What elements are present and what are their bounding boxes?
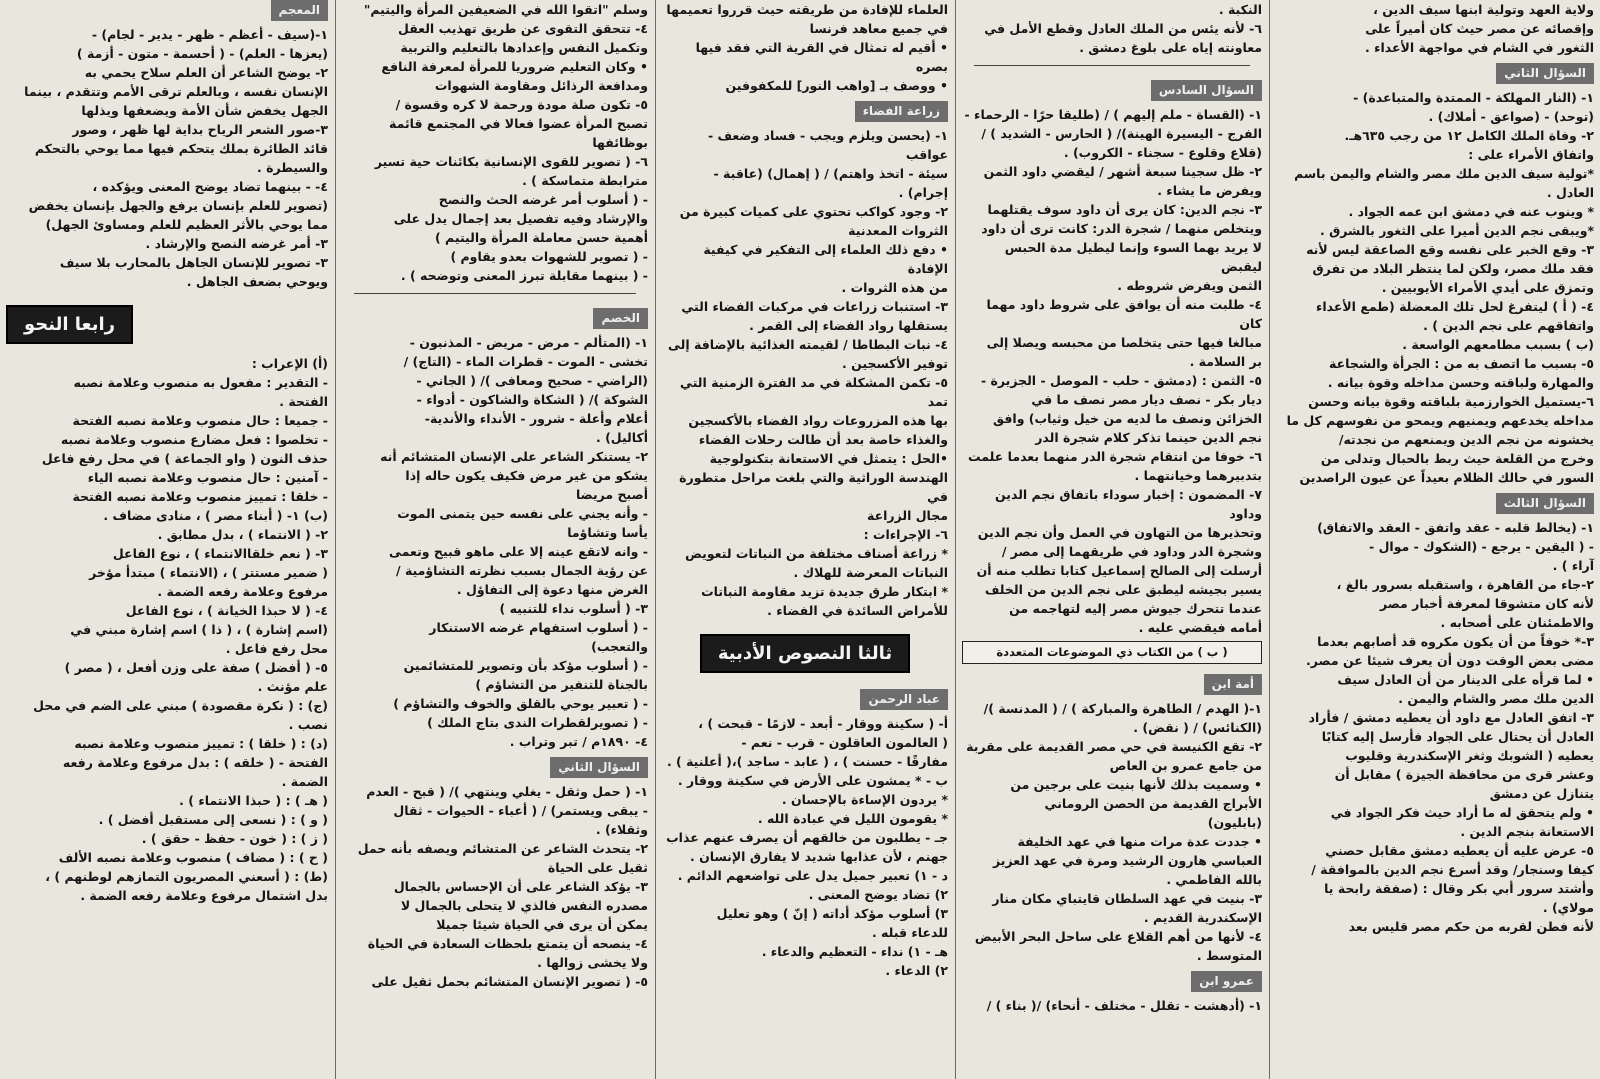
- text-line: في جميع معاهد فرنسا: [809, 21, 948, 36]
- text-line: ثقيل على الحياة: [547, 860, 648, 875]
- col1-top-block: [1276, 0, 1594, 57]
- text-line: • أقيم له تمثال في القرية التي فقد فيها بصره: [695, 40, 948, 74]
- text-line: * يردون الإساءة بالإحسان .: [781, 792, 948, 807]
- text-line: ٥- ( تصوير الإنسان المتشائم بحمل ثقيل على: [371, 974, 648, 989]
- text-line: العادل أن يحتال على الجواد فأرسل إليه كتابًا: [1321, 729, 1594, 744]
- text-line: • وسميت بذلك لأنها بنيت على برجين من: [1010, 777, 1262, 792]
- text-line: الثغور في الشام في مواجهة الأعداء .: [1365, 40, 1594, 55]
- text-line: لأنه فطن لقربه من حكم مصر قليس بعد: [1348, 919, 1594, 934]
- text-line: بر السلامة .: [1189, 354, 1262, 369]
- text-line: (ب ) بسبب مطامعهم الواسعة .: [1402, 337, 1594, 352]
- text-line: (توحد) - (صواعق - أملاك) .: [1428, 109, 1594, 124]
- text-line: - يبقى ويستمر) / ( أعباء - الحيوات - ثقال: [393, 803, 648, 818]
- text-line: ٤- طلبت منه أن يوافق على شروط داود مهما كان: [986, 297, 1262, 331]
- text-line: العباسي هارون الرشيد ومرة في عهد العزيز: [992, 853, 1262, 868]
- text-line: ١- ( حمل وثقل - يغلي وينتهي )/ ( قبح - العدم: [366, 784, 648, 799]
- text-line: ٥- بسبب ما اتصف به من : الجرأة والشجاعة: [1329, 356, 1594, 371]
- text-line: ومدافعة الرذائل ومقاومة الشهوات: [434, 78, 648, 93]
- text-line: الشوكة )/ ( الشكاة والشاكون - أدواء -: [416, 392, 648, 407]
- text-line: بالله الفاطمي .: [1166, 872, 1262, 887]
- column-divider: [1269, 0, 1270, 1079]
- text-line: مفارقًا - حسنت ) ، ( عابد - ساجد )،( أعلنية ) .: [666, 754, 948, 769]
- text-line: يمكن أن يرى في الحياة شيئا جميلا: [436, 917, 648, 932]
- text-line: •الحل : يتمثل في الاستعانة بتكنولوجية: [709, 451, 948, 466]
- text-line: من جامع عمرو بن العاص: [1109, 758, 1262, 773]
- text-line: والغذاء خاصة بعد أن طالت رحلات الفضاء: [698, 432, 948, 447]
- text-line: بالجناة للتنفير من التشاؤم ): [475, 677, 648, 692]
- text-line: يسير بجيشه ليطبق على نجم الدين من الخلف: [984, 582, 1262, 597]
- text-line: نجم الدين حينما تذكر كلام شجرة الدر: [1035, 430, 1262, 445]
- text-line: (د) : ( خلقا ) : تمييز منصوب وعلامة نصبه: [74, 736, 328, 751]
- text-line: * ابتكار طرق جديدة تزيد مقاومة النباتات: [701, 584, 948, 599]
- divider-line: [354, 293, 636, 294]
- text-line: ١-( الهدم / الطاهرة والمباركة ) / ( المدنسة )/: [983, 701, 1262, 716]
- text-line: الإنسان نفسه ، وبالعلم ترقى الأمم وتتقدم ، بينما: [24, 84, 328, 99]
- text-line: جهنم ، لأن عذابها شديد لا يفارق الإنسان .: [690, 849, 948, 864]
- text-line: ٥- الثمن : (دمشق - حلب - الموصل - الجزيرة -: [980, 373, 1262, 388]
- text-line: للدعاء قبله .: [871, 925, 948, 940]
- text-line: وأشتد سرور أبي بكر وقال : (صفقة رابحة يا: [1324, 881, 1594, 896]
- text-line: المتوسط .: [1196, 948, 1262, 963]
- text-line: يشكو من غير مرض فكيف يكون حاله إذا: [405, 468, 648, 483]
- text-line: ٢- ظل سجينا سبعة أشهر / ليقضي داود الثمن: [983, 164, 1262, 179]
- column-divider: [955, 0, 956, 1079]
- text-line: الجهل يخفض شأن الأمة ويضعفها ويذلها: [81, 103, 328, 118]
- col4-s1-answers: [342, 333, 648, 751]
- text-line: أرسلت إلى الصالح إسماعيل كتابا تطلب منه أن: [976, 563, 1262, 578]
- text-line: ٣- نجم الدين: كان يرى أن داود سوف يقتلهما: [987, 202, 1262, 217]
- text-line: ويفرض ما يشاء .: [1157, 183, 1262, 198]
- column-3: [656, 0, 954, 1079]
- text-line: هـ - ١) نداء - التعظيم والدعاء .: [761, 944, 948, 959]
- text-line: يستقلها رواد الفضاء إلى القمر .: [749, 318, 948, 333]
- text-line: ٣- أمر غرضه النصح والإرشاد .: [145, 236, 328, 251]
- text-line: حذف النون ( واو الجماعة ) في محل رفع فاعل: [41, 451, 328, 466]
- text-line: ٢- يتحدث الشاعر عن المتشائم ويصفه بأنه حمل: [357, 841, 648, 856]
- text-line: ١- (القساة - ملم إليهم ) / (طليقا حرًا - الرحماء -: [964, 107, 1262, 122]
- text-line: ٥- ( أفضل ) صفة على وزن أفعل ، ( مصر ): [64, 660, 328, 675]
- text-line: والإرشاد وفيه تفصيل بعد إجمال يدل على: [393, 211, 648, 226]
- text-line: السور في حالك الظلام بعيداً عن عيون الراصدين: [1299, 470, 1594, 485]
- text-line: - جميعا : حال منصوب وعلامة نصبه الفتحة: [72, 413, 328, 428]
- column-2: [956, 0, 1268, 1079]
- text-line: ب - * يمشون على الأرض في سكينة ووقار .: [677, 773, 948, 788]
- text-line: - ( بينهما مقابلة تبرز المعنى وتوضحه ) .: [400, 268, 648, 283]
- text-line: سيئة - اتخذ واهتم) / ( إهمال) (عاقبة -: [713, 166, 948, 181]
- text-line: (ب) ١- ( أبناء مصر ) ، منادى مضاف .: [103, 508, 328, 523]
- text-line: يخشونه من نجم الدين ويمنعهم من نجدته/: [1338, 432, 1594, 447]
- section-title-lexicon: المعجم: [271, 0, 329, 21]
- text-line: يتنازل عن دمشق: [1489, 786, 1594, 801]
- text-line: وشجرة الدر وداود في طريقهما إلى مصر /: [1001, 544, 1262, 559]
- text-line: قائد الطائرة بملك يتحكم فيها مما يوحي بالتحكم: [34, 141, 328, 156]
- text-line: مبالغا فيها حتى يتخلصا من محبسه ويصلا إلى: [986, 335, 1262, 350]
- section-title-church: أمة ابن: [1204, 674, 1262, 695]
- text-line: ٣-صور الشعر الرياح بداية لها ظهر ، وصور: [72, 122, 328, 137]
- text-line: ٢-جاء من القاهرة ، واستقبله بسرور بالغ ،: [1336, 577, 1594, 592]
- text-line: عندما تتحرك جيوش مصر إليه لتهاجمه من: [1009, 601, 1262, 616]
- text-line: مولاي) .: [1542, 900, 1594, 915]
- text-line: * زراعة أصناف مختلفة من النباتات لتعويض: [685, 546, 948, 561]
- text-line: الفرج - اليسيرة الهينة)/ ( الحارس - الشديد ) /: [981, 126, 1262, 141]
- text-line: معاونته إياه على بلوغ دمشق .: [1079, 40, 1262, 55]
- col2-church-answers: [962, 699, 1262, 965]
- text-line: تخشى - الموت - قطرات الماء - (التاج) /: [403, 354, 648, 369]
- text-line: ١- (يحسن ويلزم ويجب - فساد وضعف - عواقب: [707, 128, 948, 162]
- text-line: - ( أسلوب مؤكد بأن وتصوير للمتشائمين: [403, 658, 648, 673]
- section-title-s2: السؤال الثاني: [550, 757, 648, 778]
- banner-grammar: رابعا النحو: [6, 305, 133, 344]
- text-line: والاطمئنان على أصحابه .: [1440, 615, 1594, 630]
- text-line: - خلقا : تمييز منصوب وعلامة نصبه الفتحة: [72, 489, 328, 504]
- text-line: ٤- ينصحه أن يتمتع بلحظات السعادة في الحياة: [367, 936, 648, 951]
- divider-line: [974, 65, 1250, 66]
- text-line: الهندسة الوراثية والتي بلغت مراحل متطورة في: [679, 470, 948, 504]
- text-line: (قلاع وقلوع - سجناء - الكروب) .: [1063, 145, 1262, 160]
- text-line: د - ١) تعبير جميل يدل على تواضعهم الدائم .: [677, 868, 948, 883]
- text-line: بوظائفها: [592, 135, 648, 150]
- section-title-space: زراعة الفضاء: [855, 101, 948, 122]
- text-line: ٣) أسلوب مؤكد أداته ( إنّ ) وهو تعليل: [716, 906, 948, 921]
- text-line: نصب .: [288, 717, 328, 732]
- text-line: ( هـ ) : ( حبذا الانتماء ) .: [179, 793, 328, 808]
- text-line: والسيطرة .: [256, 160, 328, 175]
- text-line: ٢) تضاد يوضح المعنى .: [808, 887, 948, 902]
- text-line: مما يوحي بالأثر العظيم للعلم ومساوئ الجهل): [45, 217, 328, 232]
- text-line: واتفاق الأمراء على :: [1468, 147, 1594, 162]
- text-line: *تولية سيف الدين ملك مصر والشام واليمن باسم: [1294, 166, 1594, 181]
- text-line: ( ز ) : ( خون - حفظ - حقق ) .: [141, 831, 328, 846]
- text-line: ( العالمون العاقلون - قرب - نعم -: [741, 735, 948, 750]
- text-line: أكاليل) .: [595, 430, 648, 445]
- text-line: ٥- تكمن المشكلة في مد الفترة الزمنية التي تمد: [680, 375, 948, 409]
- text-line: ٤- ( لا حبذا الخيانة ) ، نوع الفاعل: [125, 603, 328, 618]
- text-line: ولا يخشى زوالها .: [537, 955, 648, 970]
- text-line: ٦- خوفا من انتقام شجرة الدر منهما بعدما علمت: [968, 449, 1262, 464]
- text-line: لا يريد بهما السوء وإنما ليطيل مدة الحبس ليقبض: [1004, 240, 1262, 274]
- text-line: مرفوع وعلامة رفعه الضمة .: [157, 584, 328, 599]
- column-5: [0, 0, 334, 1079]
- text-line: واتفاقهم على نجم الدين ) .: [1423, 318, 1594, 333]
- text-line: • لما قرأه على الدينار من أن العادل سيف: [1337, 672, 1594, 687]
- text-line: الدين ملك مصر والشام واليمن .: [1398, 691, 1594, 706]
- text-line: • جددت عدة مرات منها في عهد الخليفة: [1017, 834, 1262, 849]
- text-line: - ( أسلوب أمر غرضه الحث والنصح: [438, 192, 648, 207]
- text-line: مترابطة متماسكة ) .: [522, 173, 648, 188]
- text-line: الثمن ويفرض شروطه .: [1117, 278, 1262, 293]
- text-line: ٢- تقع الكنيسة في حي مصر القديمة على مقربة: [966, 739, 1262, 754]
- text-line: ١- (النار المهلكة - الممتدة والمتباعدة) -: [1353, 90, 1594, 105]
- text-line: - ( تعبير يوحي بالقلق والخوف والتشاؤم ): [393, 696, 648, 711]
- text-line: الغرض منها دعوة إلى التفاؤل .: [456, 582, 648, 597]
- text-line: وتمزق على أيدي الأمراء الأيوبيين .: [1381, 280, 1594, 295]
- text-line: ديار بكر - نصف ديار مصر نصف ما في: [1031, 392, 1262, 407]
- text-line: علم مؤنث .: [257, 679, 328, 694]
- text-line: أعلام وأعلة - شرور - الأنداء والأندية-: [424, 411, 648, 426]
- column-divider: [335, 0, 336, 1079]
- text-line: ( ضمير مستتر ) ، (الانتماء ) مبتدأ مؤخر: [89, 565, 328, 580]
- text-line: ١- (أدهشت - تقلل - مختلف - أنحاء) /( بناء ) /: [986, 998, 1262, 1013]
- text-line: ( و ) : ( نسعى إلى مستقبل أفضل ) .: [98, 812, 328, 827]
- text-line: أهمية حسن معاملة المرأة واليتيم ): [434, 230, 648, 245]
- text-line: ٤- نبات البطاطا / لقيمته الغذائية بالإضافة إلى: [668, 337, 948, 352]
- text-line: (الكنائس) / ( نقض) .: [1133, 720, 1262, 735]
- text-line: محل رفع فاعل .: [225, 641, 328, 656]
- text-line: الثروات المعدنية: [848, 223, 948, 238]
- section-title-s1: الخصم: [593, 308, 648, 329]
- text-line: • ولم يتحقق له ما أراد حيث فكر الجواد في: [1330, 805, 1594, 820]
- text-line: ٤- تتحقق التقوى عن طريق تهذيب العقل: [398, 21, 648, 36]
- text-line: ٤- ١٨٩٠م / تبر وتراب .: [509, 734, 648, 749]
- text-line: مضى بعض الوقت دون أن يعرف شيئا عن مصر.: [1306, 653, 1594, 668]
- text-line: - ( اليقين - يرجع - (الشكوك - موال -: [1369, 539, 1594, 554]
- section-title-q2: السؤال الثاني: [1496, 63, 1594, 84]
- text-line: كيفا وسنجار/ وقد أسرع نجم الدين بالموافقة /: [1311, 862, 1594, 877]
- text-line: الخزائن ونصف ما لديه من خيل وثياب) وافق: [992, 411, 1262, 426]
- text-line: وتحذيرها من التهاون في العمل وأن نجم الدين: [977, 525, 1262, 540]
- col2-q6-answers: [962, 105, 1262, 637]
- text-line: الاستعانة بنجم الدين .: [1460, 824, 1594, 839]
- text-line: (يعزها - العلم) - ( أحسمة - متون - أزمة ): [76, 46, 328, 61]
- text-line: • وكان التعليم ضروريا للمرأة لمعرفة النافع: [381, 59, 648, 74]
- text-line: عن رؤية الجمال بسبب نظرته التشاؤمية /: [396, 563, 648, 578]
- text-line: أمامه فيقضي عليه .: [1138, 620, 1262, 635]
- text-line: ٤- ( أ ) ليتفرغ لحل تلك المعضلة (طمع الأعداء: [1315, 299, 1594, 314]
- col1-q3-answers: [1276, 518, 1594, 936]
- text-line: * وينوب عنه في دمشق ابن عمه الجواد .: [1348, 204, 1594, 219]
- text-line: مجال الزراعة: [867, 508, 948, 523]
- col4-top-block: [342, 0, 648, 285]
- text-line: للأمراض السائدة في الفضاء .: [767, 603, 948, 618]
- text-line: بدل اشتمال مرفوع وعلامة رفعه الضمة .: [80, 888, 328, 903]
- text-line: * يقومون الليل في عبادة الله .: [757, 811, 948, 826]
- text-line: وثقلاء) .: [595, 822, 648, 837]
- banner-literary-texts: ثالثا النصوص الأدبية: [700, 634, 910, 673]
- text-line: مصدره النفس فالذي لا يتحلى بالجمال لا: [400, 898, 648, 913]
- text-line: - ( تصويرلقطرات الندى بتاج الملك ): [427, 715, 648, 730]
- text-line: ويتخلص منهما / شجرة الدر: كانت ترى أن داود: [981, 221, 1262, 236]
- boxed-heading: ( ب ) من الكتاب ذي الموضوعات المتعددة: [962, 641, 1262, 664]
- text-line: وعشر قرى من محافظة الجيزة ) مقابل أن: [1334, 767, 1594, 782]
- text-line: *ويبقى نجم الدين أميرا على الثغور بالشرق .: [1320, 223, 1594, 238]
- text-line: أ- ( سكينة ووقار - أبعد - لازمًا - قبحت ) ،: [698, 716, 948, 731]
- section-title-q3: السؤال الثالث: [1496, 493, 1594, 514]
- col3-top-block: [662, 0, 948, 95]
- text-line: ٢- وجود كواكب تحتوي على كميات كبيرة من: [679, 204, 948, 219]
- text-line: ولاية العهد وتولية ابنها سيف الدين ،: [1373, 2, 1594, 17]
- text-line: ٣- وقع الخبر على نفسه وقع الصاعقة ليس لأنه: [1306, 242, 1594, 257]
- text-line: الأبراج القديمة من الحصن الروماني: [1044, 796, 1262, 811]
- text-line: ٣- تصوير للإنسان الجاهل بالمحارب بلا سيف: [59, 255, 328, 270]
- text-line: الفتحة - ( خلقه ) : بدل مرفوع وعلامة رفعه: [62, 755, 328, 770]
- text-line: توفير الأكسجين .: [842, 356, 948, 371]
- text-line: ٧- المضمون : إخبار سوداء باتفاق نجم الدين وداود: [995, 487, 1262, 521]
- text-line: ٢) الدعاء .: [885, 963, 948, 978]
- text-line: ١- (المتألم - مرض - مريض - المذنبون -: [409, 335, 648, 350]
- text-line: والمهارة ولباقته وحسن مداخله وقوة بيانه .: [1327, 375, 1594, 390]
- col5-top-block: [6, 25, 328, 291]
- text-line: يعطيه ( الشوبك وثغر الإسكندرية وقليوب: [1345, 748, 1594, 763]
- text-line: ٣-* خوفاً من أن يكون مكروه قد أصابهم بعدما: [1317, 634, 1594, 649]
- text-line: ٣- اتفق العادل مع داود أن يعطيه دمشق / فأراد: [1308, 710, 1594, 725]
- text-line: - وانه لاتقع عينه إلا على ماهو قبيح وتعمى: [389, 544, 648, 559]
- text-line: ٣- ( نعم خلقاالانتماء ) ، نوع الفاعل: [112, 546, 328, 561]
- text-line: الإسكندرية القديم .: [1143, 910, 1262, 925]
- text-line: الفتحة .: [279, 394, 328, 409]
- text-line: (ط) : ( أسعني المصريون التمازهم لوطنهم ) ،: [45, 869, 328, 884]
- text-line: (اسم إشارة ) ، ( ذا ) اسم إشارة مبني في: [70, 622, 328, 637]
- text-line: (الراضي - صحيح ومعافى )/ ( الجاني -: [416, 373, 648, 388]
- text-line: النباتات المعرضة للهلاك .: [793, 565, 948, 580]
- text-line: (تصوير للعلم بإنسان يرفع والجهل بإنسان يخفض: [28, 198, 328, 213]
- column-4: [336, 0, 654, 1079]
- col2-last-answers: [962, 996, 1262, 1015]
- text-line: تصبح المرأة عضوا فعالا في المجتمع قائمة: [388, 116, 648, 131]
- text-line: النكبة .: [1218, 2, 1262, 17]
- text-line: وسلم "اتقوا الله في الضعيفين المرأة واليتيم": [363, 2, 648, 17]
- text-line: ٣- ( أسلوب نداء للتنبيه ): [499, 601, 648, 616]
- text-line: ٣- استنبات زراعات في مركبات الفضاء التي: [681, 299, 948, 314]
- text-line: وخرج من القلعة حيث ربط بالحبال وتدلى من: [1320, 451, 1594, 466]
- text-line: ٢- يستنكر الشاعر على الإنسان المتشائم أنه: [380, 449, 648, 464]
- text-line: ويوحي بضعف الجاهل .: [186, 274, 328, 289]
- text-line: - التقدير : مفعول به منصوب وعلامة نصبه: [73, 375, 328, 390]
- text-line: آراء ) .: [1552, 558, 1594, 573]
- col2-top-block: [962, 0, 1262, 57]
- text-line: ١-(سيف - أعظم - ظهر - يدير - لجام) -: [91, 27, 328, 42]
- text-line: العلماء للإفادة من طريقته حيث قرروا تعميمها: [666, 2, 948, 17]
- text-line: (بابليون): [1207, 815, 1262, 830]
- text-line: - آمنين : حال منصوب وعلامة نصبه الياء: [87, 470, 328, 485]
- text-line: إجرام) .: [898, 185, 948, 200]
- text-line: ٦- ( تصوير للقوى الإنسانية بكائنات حية تسير: [374, 154, 648, 169]
- text-line: - وأنه يجني على نفسه حين يتمنى الموت: [397, 506, 648, 521]
- text-line: مداخله يخدعهم ويمنيهم ويمحو من نفوسهم كل ما: [1286, 413, 1594, 428]
- text-line: ٣- يؤكد الشاعر على أن الإحساس بالجمال: [393, 879, 648, 894]
- col5-grammar-answers: [6, 354, 328, 905]
- text-line: الضمة .: [281, 774, 328, 789]
- text-line: ٤- لأنها من أهم القلاع على ساحل البحر الأبيض: [974, 929, 1262, 944]
- section-title-ibad: عباد الرحمن: [860, 689, 948, 710]
- text-line: ٥- عرض عليه أن يعطيه دمشق مقابل حصني: [1325, 843, 1594, 858]
- text-line: • ووصف بـ [واهب النور] للمكفوفين: [725, 78, 948, 93]
- text-line: من هذه الثروات .: [841, 280, 948, 295]
- text-line: لأنه كان متشوقا لمعرفة أخبار مصر: [1379, 596, 1594, 611]
- text-line: يأسا وتشاؤما: [567, 525, 648, 540]
- text-line: ٣- بنيت في عهد السلطان قايتباي مكان منار: [992, 891, 1262, 906]
- col4-s2-answers: [342, 782, 648, 991]
- section-title-q6: السؤال السادس: [1151, 80, 1262, 101]
- text-line: فقد ملك مصر، ولكن لما ينتظر البلاد من تفرق: [1312, 261, 1594, 276]
- text-line: ٤- - بينهما تضاد يوضح المعنى ويؤكده ،: [92, 179, 328, 194]
- text-line: • دفع ذلك العلماء إلى التفكير في كيفية الإفادة: [703, 242, 948, 276]
- text-line: (ج) : ( نكرة مقصودة ) مبني على الضم في محل: [33, 698, 328, 713]
- col3-space-answers: [662, 126, 948, 620]
- text-line: ٥- تكون صلة مودة ورحمة لا كره وقسوة /: [395, 97, 648, 112]
- col3-ibad-answers: [662, 714, 948, 980]
- text-line: بتدبيرهما وخيانتهما .: [1134, 468, 1262, 483]
- section-title-last: عمرو ابن: [1191, 971, 1262, 992]
- text-line: (أ) الإعراب :: [251, 356, 328, 371]
- column-divider: [655, 0, 656, 1079]
- text-line: ٢- ( الانتماء ) ، بدل مطابق .: [157, 527, 328, 542]
- text-line: أصبح مريضا: [575, 487, 648, 502]
- col1-q2-answers: [1276, 88, 1594, 487]
- text-line: العادل .: [1546, 185, 1594, 200]
- text-line: والتعجب): [591, 639, 648, 654]
- text-line: - ( تصوير للشهوات بعدو يقاوم ): [450, 249, 648, 264]
- column-1: [1270, 0, 1600, 1079]
- text-line: ١- (يخالط قلبه - عقد واتفق - العقد والاتفاق): [1317, 520, 1594, 535]
- text-line: جـ - يطلبون من خالقهم أن يصرف عنهم عذاب: [666, 830, 948, 845]
- text-line: ٢- وفاة الملك الكامل ١٢ من رجب ٦٣٥هـ.: [1344, 128, 1594, 143]
- text-line: ٦-يستميل الخوارزمية بلباقته وقوة بيانه وحسن: [1308, 394, 1594, 409]
- text-line: ٦- الإجراءات :: [863, 527, 948, 542]
- text-line: ٢- يوضح الشاعر أن العلم سلاح يحمي به: [84, 65, 328, 80]
- text-line: وإقصائه عن مصر حيث كان أميراً على: [1365, 21, 1594, 36]
- text-line: ( ح ) : ( مضاف ) منصوب وعلامة نصبه الألف: [58, 850, 328, 865]
- text-line: - تخلصوا : فعل مضارع منصوب وعلامة نصبه: [60, 432, 328, 447]
- text-line: وتكميل النفس وإعدادها بالتعليم والتربية: [400, 40, 648, 55]
- text-line: بها هذه المزروعات رواد الفضاء بالأكسجين: [688, 413, 948, 428]
- text-line: - ( أسلوب استفهام غرضه الاستنكار: [429, 620, 648, 635]
- text-line: ٦- لأنه يئس من الملك العادل وقطع الأمل في: [984, 21, 1262, 36]
